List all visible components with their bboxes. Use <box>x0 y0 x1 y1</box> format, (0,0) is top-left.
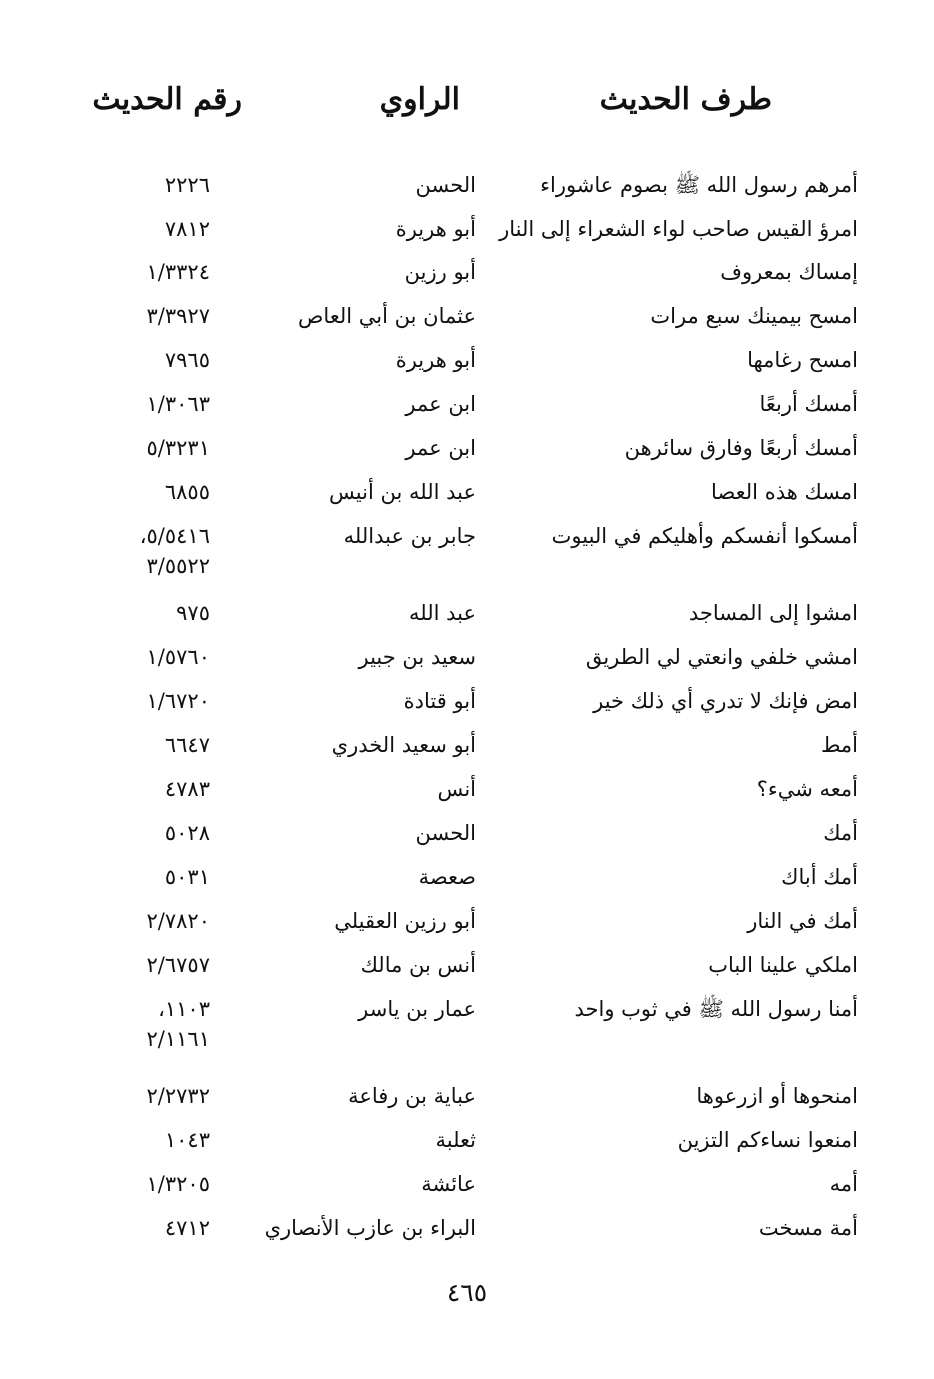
table-row <box>0 170 934 210</box>
hadith-number-line: ١/٥٧٦٠ <box>146 645 210 669</box>
narrator-name: البراء بن عازب الأنصاري <box>264 1216 476 1240</box>
table-row <box>0 686 934 726</box>
hadith-number-line: ٥٠٣١ <box>164 865 210 889</box>
header-narrator: الراوي <box>379 82 460 117</box>
hadith-number-line: ٥/٥٤١٦، <box>139 524 210 548</box>
hadith-text: املكي علينا الباب <box>708 953 858 977</box>
hadith-text: امسح رغامها <box>747 348 858 372</box>
hadith-text: امض فإنك لا تدري أي ذلك خير <box>593 689 858 713</box>
table-row <box>0 1213 934 1253</box>
hadith-text: أمة مسخت <box>758 1216 858 1240</box>
hadith-number-line: ٤٧١٢ <box>164 1216 210 1240</box>
hadith-number-line: ٩٧٥ <box>176 601 210 625</box>
hadith-text: أمك في النار <box>747 909 858 933</box>
table-row <box>0 730 934 770</box>
hadith-text: أمك أباك <box>781 865 858 889</box>
table-row <box>0 433 934 473</box>
table-row <box>0 862 934 902</box>
hadith-number <box>147 994 210 1054</box>
table-row <box>0 906 934 946</box>
hadith-number-line: ١/٣٢٠٥ <box>146 1172 210 1196</box>
narrator-name: أبو هريرة <box>395 217 476 241</box>
table-row <box>0 521 934 578</box>
hadith-number <box>147 301 210 331</box>
narrator-name: ابن عمر <box>405 436 476 460</box>
narrator-name: عبد الله <box>408 601 476 625</box>
table-row <box>0 598 934 638</box>
hadith-number-line: ٢/٦٧٥٧ <box>146 953 210 977</box>
narrator-name: أبو قتادة <box>403 689 476 713</box>
hadith-number <box>147 642 210 672</box>
hadith-number-line: ٣/٣٩٢٧ <box>146 304 210 328</box>
hadith-number-line: ٦٨٥٥ <box>164 480 210 504</box>
hadith-number-line: ٦٦٤٧ <box>164 733 210 757</box>
narrator-name: سعيد بن جبير <box>358 645 476 669</box>
narrator-name: أبو رزين <box>404 260 476 284</box>
hadith-number <box>147 389 210 419</box>
hadith-text: امشي خلفي وانعتي لي الطريق <box>585 645 858 669</box>
page-number: ٤٦٥ <box>446 1278 488 1307</box>
narrator-name: عبد الله بن أنيس <box>329 480 476 504</box>
hadith-number-line: ١/٦٧٢٠ <box>146 689 210 713</box>
hadith-number-line: ٢٢٢٦ <box>164 173 210 197</box>
narrator-name: عائشة <box>421 1172 476 1196</box>
hadith-text: أمسك أربعًا <box>759 392 858 416</box>
table-row <box>0 994 934 1051</box>
hadith-number <box>147 686 210 716</box>
narrator-name: جابر بن عبدالله <box>343 524 476 548</box>
hadith-text: امنعوا نساءكم التزين <box>677 1128 858 1152</box>
hadith-number <box>140 521 210 581</box>
hadith-text: أمه <box>829 1172 858 1196</box>
narrator-name: ابن عمر <box>405 392 476 416</box>
table-row <box>0 477 934 517</box>
table-row <box>0 1169 934 1209</box>
narrator-name: أنس بن مالك <box>360 953 476 977</box>
hadith-number <box>165 214 210 244</box>
hadith-text: أمسكوا أنفسكم وأهليكم في البيوت <box>551 524 858 548</box>
narrator-name: الحسن <box>415 821 476 845</box>
narrator-name: صعصة <box>418 865 476 889</box>
hadith-text: إمساك بمعروف <box>720 260 858 284</box>
hadith-text: أمط <box>820 733 858 757</box>
table-row <box>0 257 934 297</box>
hadith-number <box>147 1081 210 1111</box>
table-row <box>0 389 934 429</box>
table-row <box>0 1125 934 1165</box>
hadith-number <box>147 433 210 463</box>
hadith-number <box>165 774 210 804</box>
hadith-text: امسح بيمينك سبع مرات <box>650 304 858 328</box>
hadith-number-line: ٥/٣٢٣١ <box>146 436 210 460</box>
hadith-text: امنحوها أو ازرعوها <box>696 1084 858 1108</box>
table-row <box>0 345 934 385</box>
narrator-name: عباية بن رفاعة <box>348 1084 476 1108</box>
hadith-number-line: ١١٠٣، <box>158 997 210 1021</box>
hadith-number <box>165 862 210 892</box>
header-number: رقم الحديث <box>92 82 242 117</box>
hadith-number <box>165 477 210 507</box>
table-row <box>0 774 934 814</box>
hadith-text: امرؤ القيس صاحب لواء الشعراء إلى النار <box>499 217 858 241</box>
hadith-text: أمعه شيء؟ <box>756 777 858 801</box>
narrator-name: ثعلبة <box>435 1128 476 1152</box>
narrator-name: عثمان بن أبي العاص <box>297 304 476 328</box>
table-row <box>0 301 934 341</box>
hadith-number <box>147 1169 210 1199</box>
hadith-number <box>147 257 210 287</box>
hadith-number-line: ٢/٢٧٣٢ <box>146 1084 210 1108</box>
hadith-number-line: ٢/٧٨٢٠ <box>146 909 210 933</box>
hadith-number-line: ١/٣٣٢٤ <box>146 260 210 284</box>
hadith-number-line: ٧٨١٢ <box>164 217 210 241</box>
hadith-text: أمك <box>823 821 858 845</box>
hadith-text: امشوا إلى المساجد <box>688 601 858 625</box>
hadith-number <box>176 598 210 628</box>
table-row <box>0 950 934 990</box>
narrator-name: عمار بن ياسر <box>358 997 476 1021</box>
hadith-number-line: ١/٣٠٦٣ <box>146 392 210 416</box>
hadith-number-line: ١٠٤٣ <box>164 1128 210 1152</box>
hadith-text: امسك هذه العصا <box>711 480 858 504</box>
hadith-number <box>165 170 210 200</box>
hadith-text: أمسك أربعًا وفارق سائرهن <box>624 436 858 460</box>
hadith-number <box>165 818 210 848</box>
narrator-name: أبو رزين العقيلي <box>334 909 476 933</box>
hadith-number-line: ٣/٥٥٢٢ <box>146 554 210 578</box>
narrator-name: الحسن <box>415 173 476 197</box>
hadith-number <box>165 1125 210 1155</box>
table-row <box>0 818 934 858</box>
hadith-number-line: ٥٠٢٨ <box>164 821 210 845</box>
table-row <box>0 642 934 682</box>
hadith-text: أمرهم رسول الله ﷺ بصوم عاشوراء <box>540 173 858 197</box>
narrator-name: أنس <box>437 777 476 801</box>
hadith-number <box>147 906 210 936</box>
hadith-number <box>165 345 210 375</box>
hadith-number-line: ٢/١١٦١ <box>146 1027 210 1051</box>
table-header <box>0 82 934 132</box>
narrator-name: أبو هريرة <box>395 348 476 372</box>
table-row <box>0 1081 934 1121</box>
hadith-number <box>165 730 210 760</box>
narrator-name: أبو سعيد الخدري <box>331 733 476 757</box>
table-row <box>0 214 934 254</box>
hadith-number <box>147 950 210 980</box>
header-hadith: طرف الحديث <box>599 82 772 117</box>
hadith-number-line: ٧٩٦٥ <box>164 348 210 372</box>
hadith-number-line: ٤٧٨٣ <box>164 777 210 801</box>
hadith-text: أمنا رسول الله ﷺ في ثوب واحد <box>574 997 858 1021</box>
hadith-number <box>165 1213 210 1243</box>
